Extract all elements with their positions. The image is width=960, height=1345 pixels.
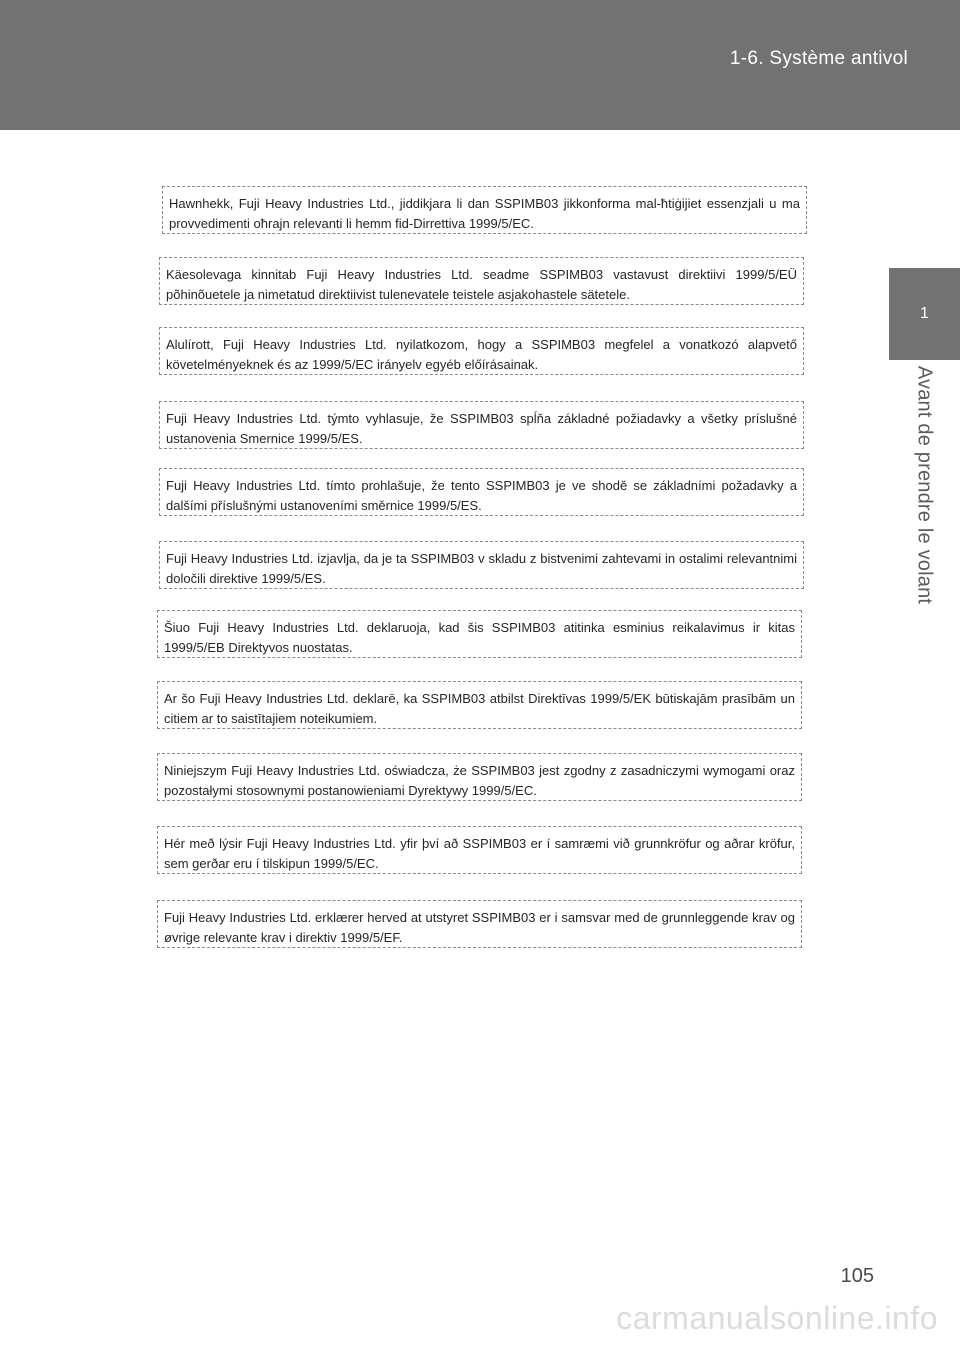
- declaration-maltese: Hawnhekk, Fuji Heavy Industries Ltd., jiddikjara li dan SSPIMB03 jikkonforma mal-ħtiġijiet essenzjali u ma provvedimenti oħrajn relevanti li hemm fid-Dirrettiva 1999/5/EC.: [162, 186, 807, 234]
- chapter-number: 1: [920, 305, 929, 322]
- declaration-latvian: Ar šo Fuji Heavy Industries Ltd. deklarē, ka SSPIMB03 atbilst Direktīvas 1999/5/EK būtiskajām prasībām un citiem ar to saistītajiem noteikumiem.: [157, 681, 802, 729]
- header-bar: [0, 0, 960, 130]
- declaration-polish: Niniejszym Fuji Heavy Industries Ltd. oświadcza, że SSPIMB03 jest zgodny z zasadniczymi wymogami oraz pozostałymi stosownymi postanowieniami Dyrektywy 1999/5/EC.: [157, 753, 802, 801]
- declaration-lithuanian: Šiuo Fuji Heavy Industries Ltd. deklaruoja, kad šis SSPIMB03 atitinka esminius reikalavimus ir kitas 1999/5/EB Direktyvos nuostatas.: [157, 610, 802, 658]
- chapter-title: Avant de prendre le volant: [913, 365, 936, 605]
- declaration-estonian: Käesolevaga kinnitab Fuji Heavy Industries Ltd. seadme SSPIMB03 vastavust direktiivi 1999/5/EÜ põhinõuetele ja nimetatud direktiivist tulenevatele teistele asjakohastele sätetele.: [159, 257, 804, 305]
- declaration-icelandic: Hér með lýsir Fuji Heavy Industries Ltd. yfir því að SSPIMB03 er í samræmi við grunnkröfur og aðrar kröfur, sem gerðar eru í tilskipun 1999/5/EC.: [157, 826, 802, 874]
- declaration-hungarian: Alulírott, Fuji Heavy Industries Ltd. nyilatkozom, hogy a SSPIMB03 megfelel a vonatkozó alapvető követelményeknek és az 1999/5/EC irányelv egyéb előírásainak.: [159, 327, 804, 375]
- page-number: 105: [840, 1265, 874, 1287]
- declaration-norwegian: Fuji Heavy Industries Ltd. erklærer herved at utstyret SSPIMB03 er i samsvar med de grunnleggende krav og øvrige relevante krav i direktiv 1999/5/EF.: [157, 900, 802, 948]
- declaration-slovak: Fuji Heavy Industries Ltd. týmto vyhlasuje, že SSPIMB03 spĺňa základné požiadavky a všetky príslušné ustanovenia Smernice 1999/5/ES.: [159, 401, 804, 449]
- watermark: carmanualsonline.info: [616, 1300, 938, 1336]
- declaration-slovenian: Fuji Heavy Industries Ltd. izjavlja, da je ta SSPIMB03 v skladu z bistvenimi zahtevami in ostalimi relevantnimi določili direktive 1999/5/ES.: [159, 541, 804, 589]
- declaration-czech: Fuji Heavy Industries Ltd. tímto prohlašuje, že tento SSPIMB03 je ve shodě se základními požadavky a dalšími příslušnými ustanoveními směrnice 1999/5/ES.: [159, 468, 804, 516]
- chapter-tab: [889, 268, 960, 360]
- section-title: 1-6. Système antivol: [729, 48, 908, 69]
